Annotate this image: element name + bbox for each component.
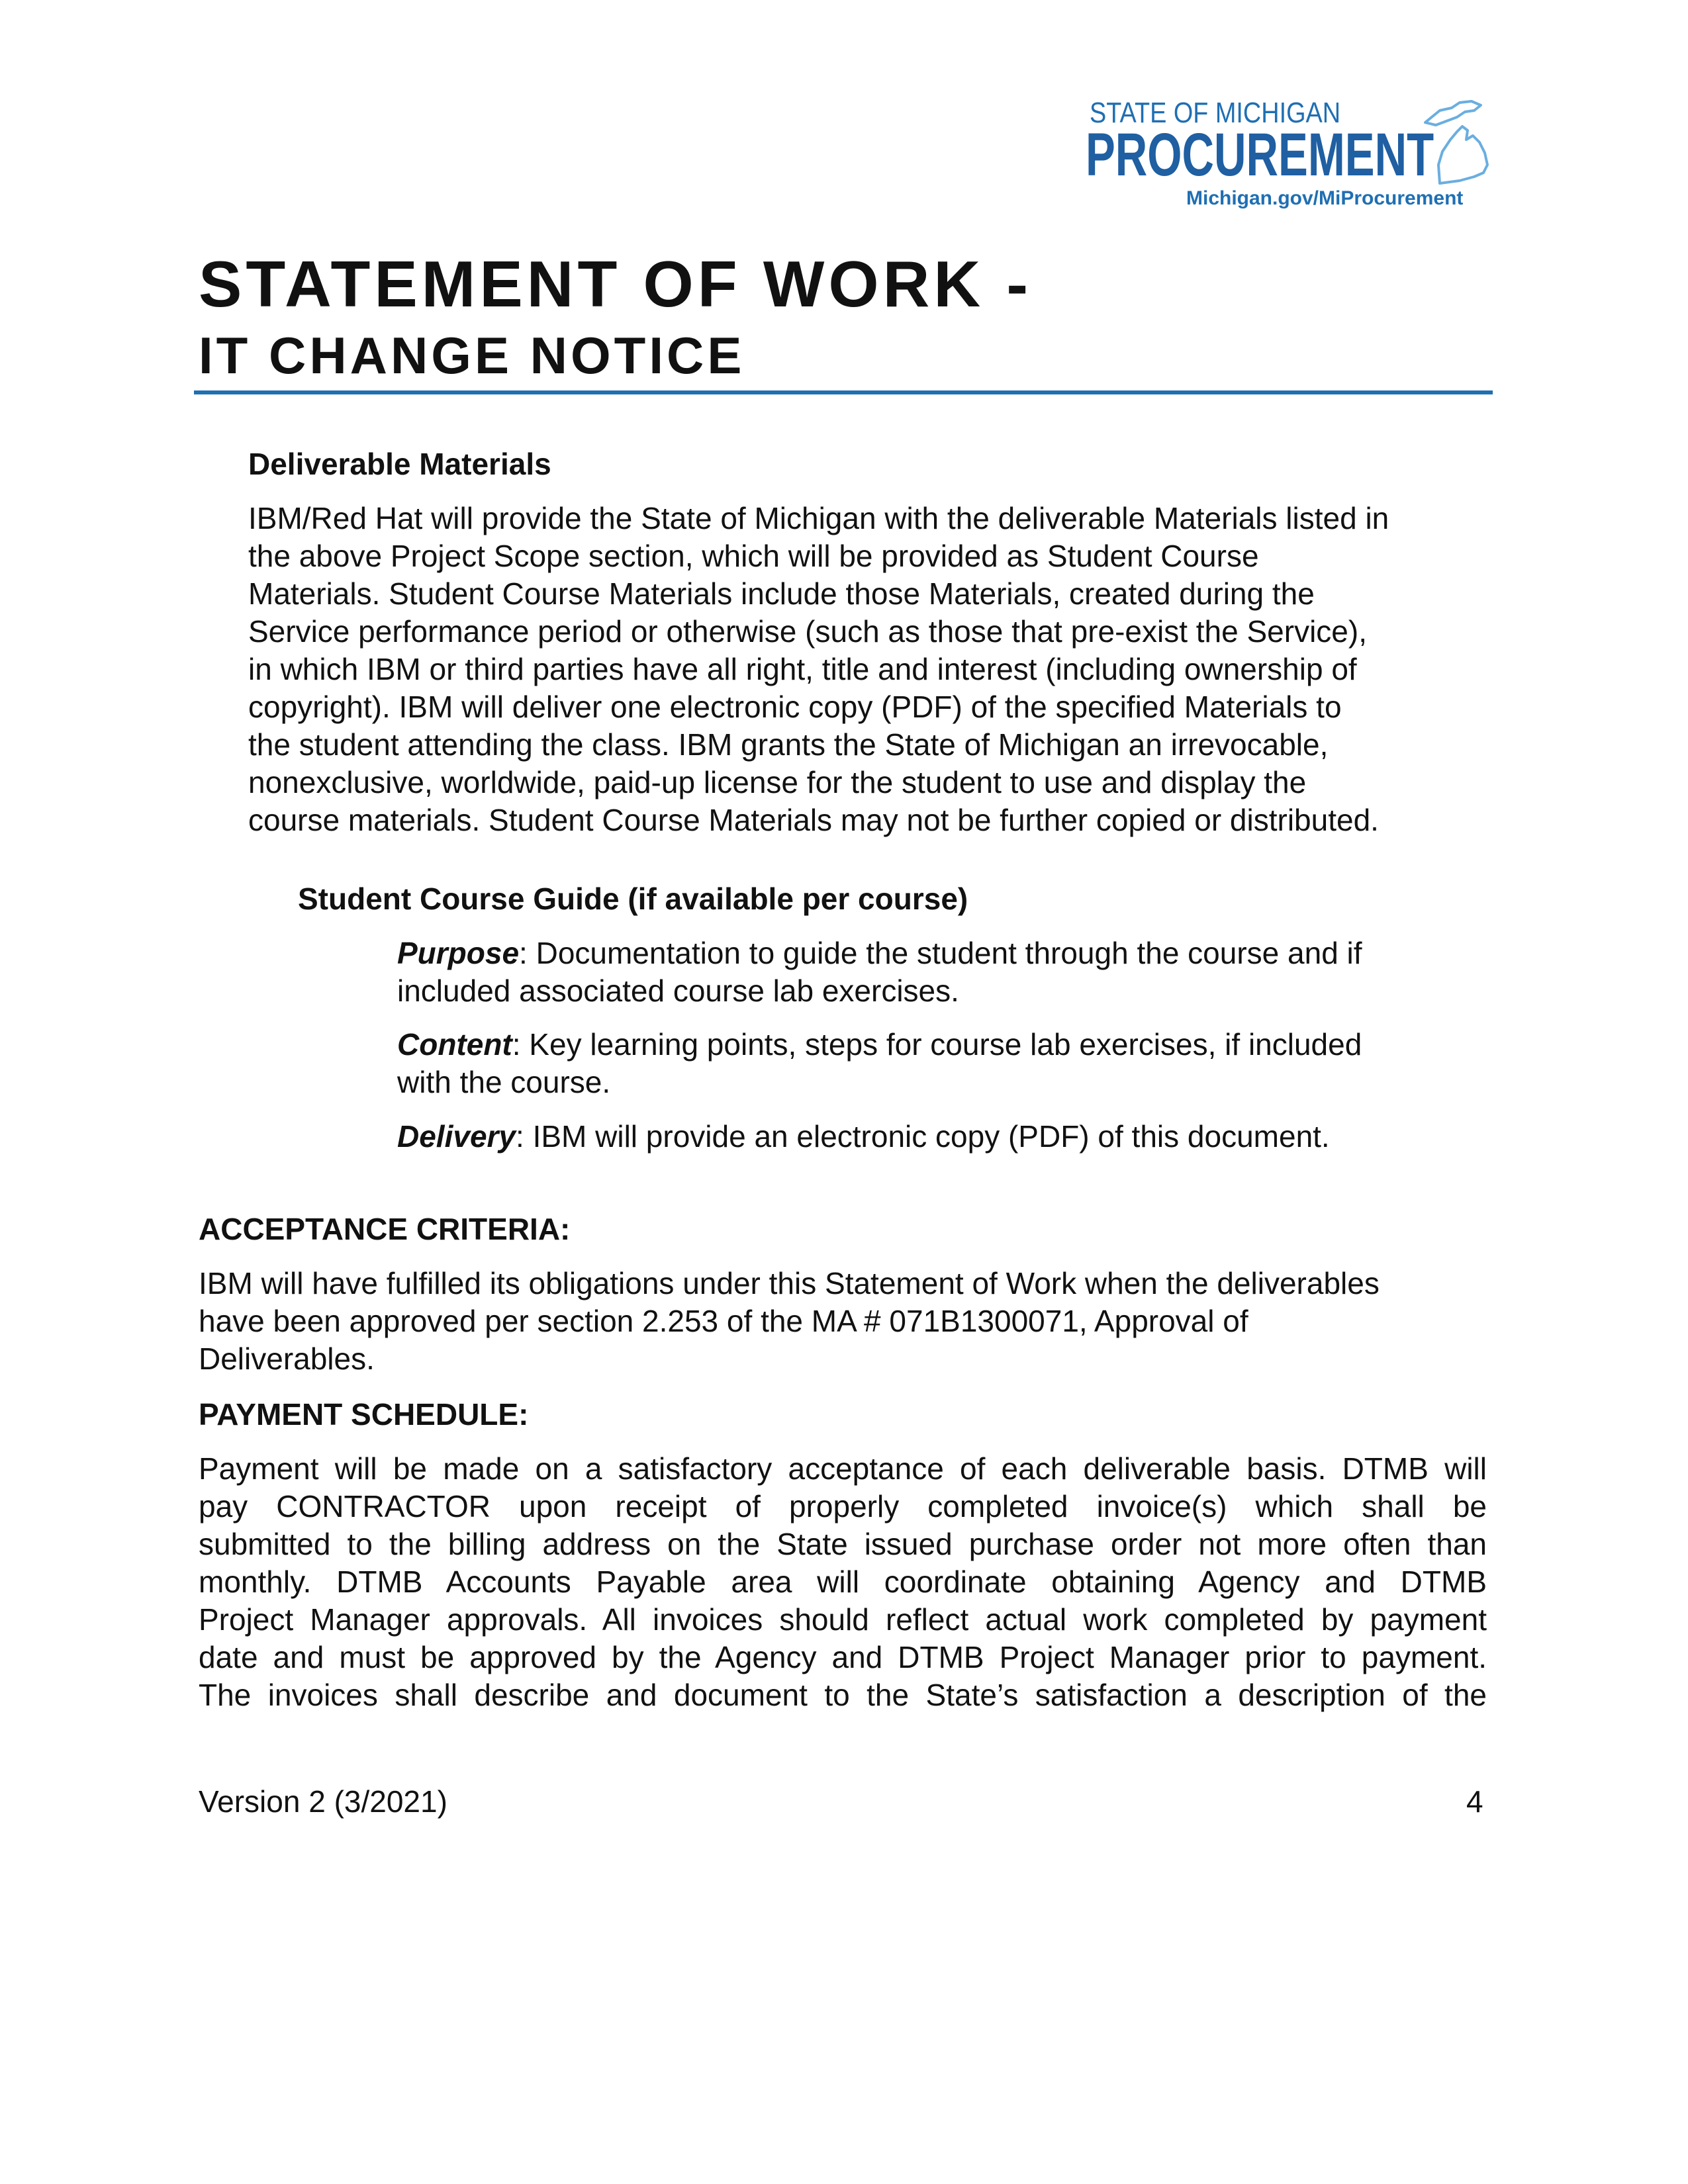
procurement-logo — [1086, 93, 1496, 225]
michigan-map-icon — [1420, 96, 1499, 185]
purpose-label: Purpose — [397, 936, 520, 970]
paragraph-line: Deliverables. — [199, 1342, 375, 1376]
logo-url: Michigan.gov/MiProcurement — [1186, 187, 1464, 209]
paragraph-line: IBM/Red Hat will provide the State of Michigan with the deliverable Materials listed in — [248, 501, 1389, 535]
paragraph-line: in which IBM or third parties have all right, title and interest (including ownership of — [248, 652, 1357, 686]
paragraph-line: monthly. DTMB Accounts Payable area will coordinate obtaining Agency and DTMB — [199, 1565, 1487, 1599]
document-title: STATEMENT OF WORK - — [199, 248, 1032, 320]
paragraph-line: date and must be approved by the Agency and DTMB Project Manager prior to payment. — [199, 1640, 1487, 1674]
paragraph-line: The invoices shall describe and document to the State’s satisfaction a description of the — [199, 1678, 1487, 1712]
document-subtitle: IT CHANGE NOTICE — [199, 326, 745, 385]
content-label: Content — [397, 1027, 512, 1062]
delivery-item — [397, 1118, 1330, 1156]
content-item — [397, 1026, 1362, 1101]
purpose-text: : Documentation to guide the student through the course and if — [519, 936, 1362, 970]
purpose-text-cont: included associated course lab exercises. — [397, 974, 959, 1008]
paragraph-line: Materials. Student Course Materials include those Materials, created during the — [248, 576, 1315, 611]
deliverable-heading: Deliverable Materials — [248, 447, 551, 481]
logo-procurement-text: PROCUREMENT — [1086, 121, 1434, 189]
purpose-item — [397, 934, 1362, 1010]
paragraph-line: copyright). IBM will deliver one electronic copy (PDF) of the specified Materials to — [248, 690, 1342, 724]
delivery-text: : IBM will provide an electronic copy (PDF) of this document. — [516, 1119, 1330, 1154]
page-number: 4 — [1466, 1784, 1483, 1819]
payment-paragraph — [199, 1450, 1487, 1714]
content-text: : Key learning points, steps for course lab exercises, if included — [512, 1027, 1362, 1062]
payment-heading: PAYMENT SCHEDULE: — [199, 1397, 529, 1432]
paragraph-line: course materials. Student Course Materials may not be further copied or distributed. — [248, 803, 1379, 837]
paragraph-line: Service performance period or otherwise (such as those that pre-exist the Service), — [248, 614, 1367, 649]
paragraph-line: have been approved per section 2.253 of the MA # 071B1300071, Approval of — [199, 1304, 1248, 1338]
paragraph-line: IBM will have fulfilled its obligations under this Statement of Work when the deliverables — [199, 1266, 1380, 1300]
paragraph-line: Payment will be made on a satisfactory acceptance of each deliverable basis. DTMB will — [199, 1451, 1487, 1486]
title-divider — [194, 390, 1493, 394]
paragraph-line: nonexclusive, worldwide, paid-up license for the student to use and display the — [248, 765, 1307, 799]
logo-state-text: STATE OF MICHIGAN — [1090, 97, 1341, 129]
paragraph-line: the above Project Scope section, which will be provided as Student Course — [248, 539, 1259, 573]
footer-version: Version 2 (3/2021) — [199, 1784, 447, 1819]
course-guide-heading: Student Course Guide (if available per course) — [298, 882, 968, 916]
content-text-cont: with the course. — [397, 1065, 611, 1099]
acceptance-paragraph — [199, 1265, 1380, 1378]
paragraph-line: the student attending the class. IBM grants the State of Michigan an irrevocable, — [248, 727, 1329, 762]
delivery-label: Delivery — [397, 1119, 516, 1154]
acceptance-heading: ACCEPTANCE CRITERIA: — [199, 1212, 571, 1246]
deliverable-paragraph — [248, 500, 1389, 839]
paragraph-line: submitted to the billing address on the State issued purchase order not more often than — [199, 1527, 1487, 1561]
paragraph-line: Project Manager approvals. All invoices should reflect actual work completed by payment — [199, 1602, 1487, 1637]
paragraph-line: pay CONTRACTOR upon receipt of properly completed invoice(s) which shall be — [199, 1489, 1487, 1524]
